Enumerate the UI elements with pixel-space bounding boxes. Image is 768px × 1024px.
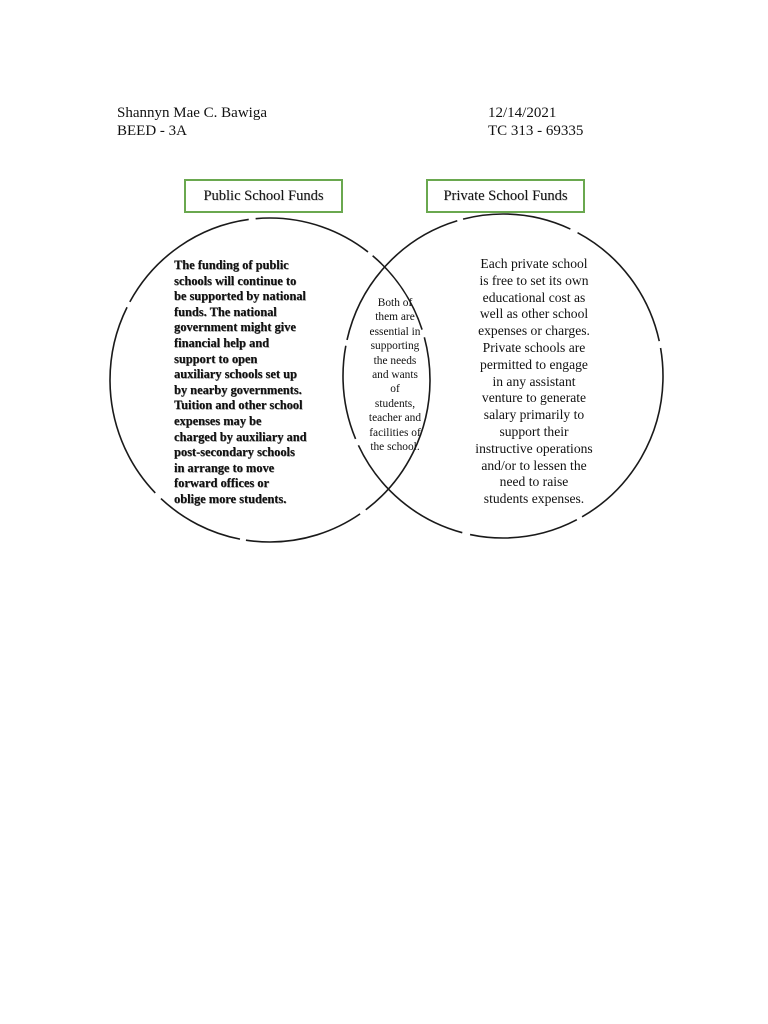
text-line: Private schools are	[482, 339, 586, 355]
text-line: post-secondary schools	[174, 445, 295, 460]
text-line: the needs	[373, 354, 417, 367]
text-line: well as other school	[479, 306, 589, 322]
text-line: and wants	[372, 369, 418, 382]
text-line: the school.	[370, 441, 420, 454]
text-line: be supported by national	[174, 289, 306, 304]
text-line: salary primarily to	[483, 407, 585, 423]
text-line: supporting	[370, 340, 420, 353]
text-line: by nearby governments.	[174, 382, 302, 397]
text-line: Both of	[377, 297, 413, 309]
text-line: expenses or charges.	[478, 323, 590, 339]
text-line: expenses may be	[174, 413, 262, 428]
course-section: BEED - 3A	[117, 123, 187, 139]
student-name: Shannyn Mae C. Bawiga	[117, 105, 267, 121]
text-line: students,	[374, 397, 416, 410]
text-line: and/or to lessen the	[481, 457, 587, 473]
text-line: funds. The national	[174, 304, 277, 319]
text-line: government might give	[174, 320, 296, 335]
text-line: Each private school	[480, 256, 588, 271]
text-line: of	[390, 383, 400, 396]
submission-date: 12/14/2021	[488, 105, 557, 121]
text-line: in any assistant	[492, 373, 576, 389]
text-line: schools will continue to	[174, 273, 297, 288]
text-line: auxiliary schools set up	[174, 367, 297, 382]
text-line: charged by auxiliary and	[174, 429, 307, 444]
text-line: support their	[499, 423, 569, 439]
text-line: venture to generate	[481, 390, 587, 406]
text-line: oblige more students.	[174, 491, 287, 506]
text-line: permitted to engage	[480, 356, 588, 372]
public-funds-text	[174, 258, 324, 508]
text-line: The funding of public	[174, 258, 289, 272]
text-line: educational cost as	[482, 289, 586, 305]
text-line: facilities of	[369, 426, 421, 439]
text-line: support to open	[174, 351, 258, 366]
private-school-funds-label: Private School Funds	[426, 179, 585, 213]
text-line: forward offices or	[174, 476, 269, 491]
text-line: them are	[375, 311, 415, 324]
text-line: teacher and	[368, 412, 422, 425]
text-line: instructive operations	[475, 440, 593, 456]
text-line: Tuition and other school	[174, 398, 303, 413]
public-school-funds-label: Public School Funds	[184, 179, 343, 213]
text-line: need to raise	[499, 474, 569, 490]
text-line: in arrange to move	[174, 460, 275, 475]
text-line: students expenses.	[483, 491, 585, 507]
text-line: is free to set its own	[479, 272, 589, 288]
shared-funds-text	[356, 296, 434, 454]
text-line: essential in	[369, 325, 421, 338]
text-line: financial help and	[174, 335, 270, 350]
course-code: TC 313 - 69335	[488, 123, 584, 139]
private-funds-text	[460, 256, 608, 508]
